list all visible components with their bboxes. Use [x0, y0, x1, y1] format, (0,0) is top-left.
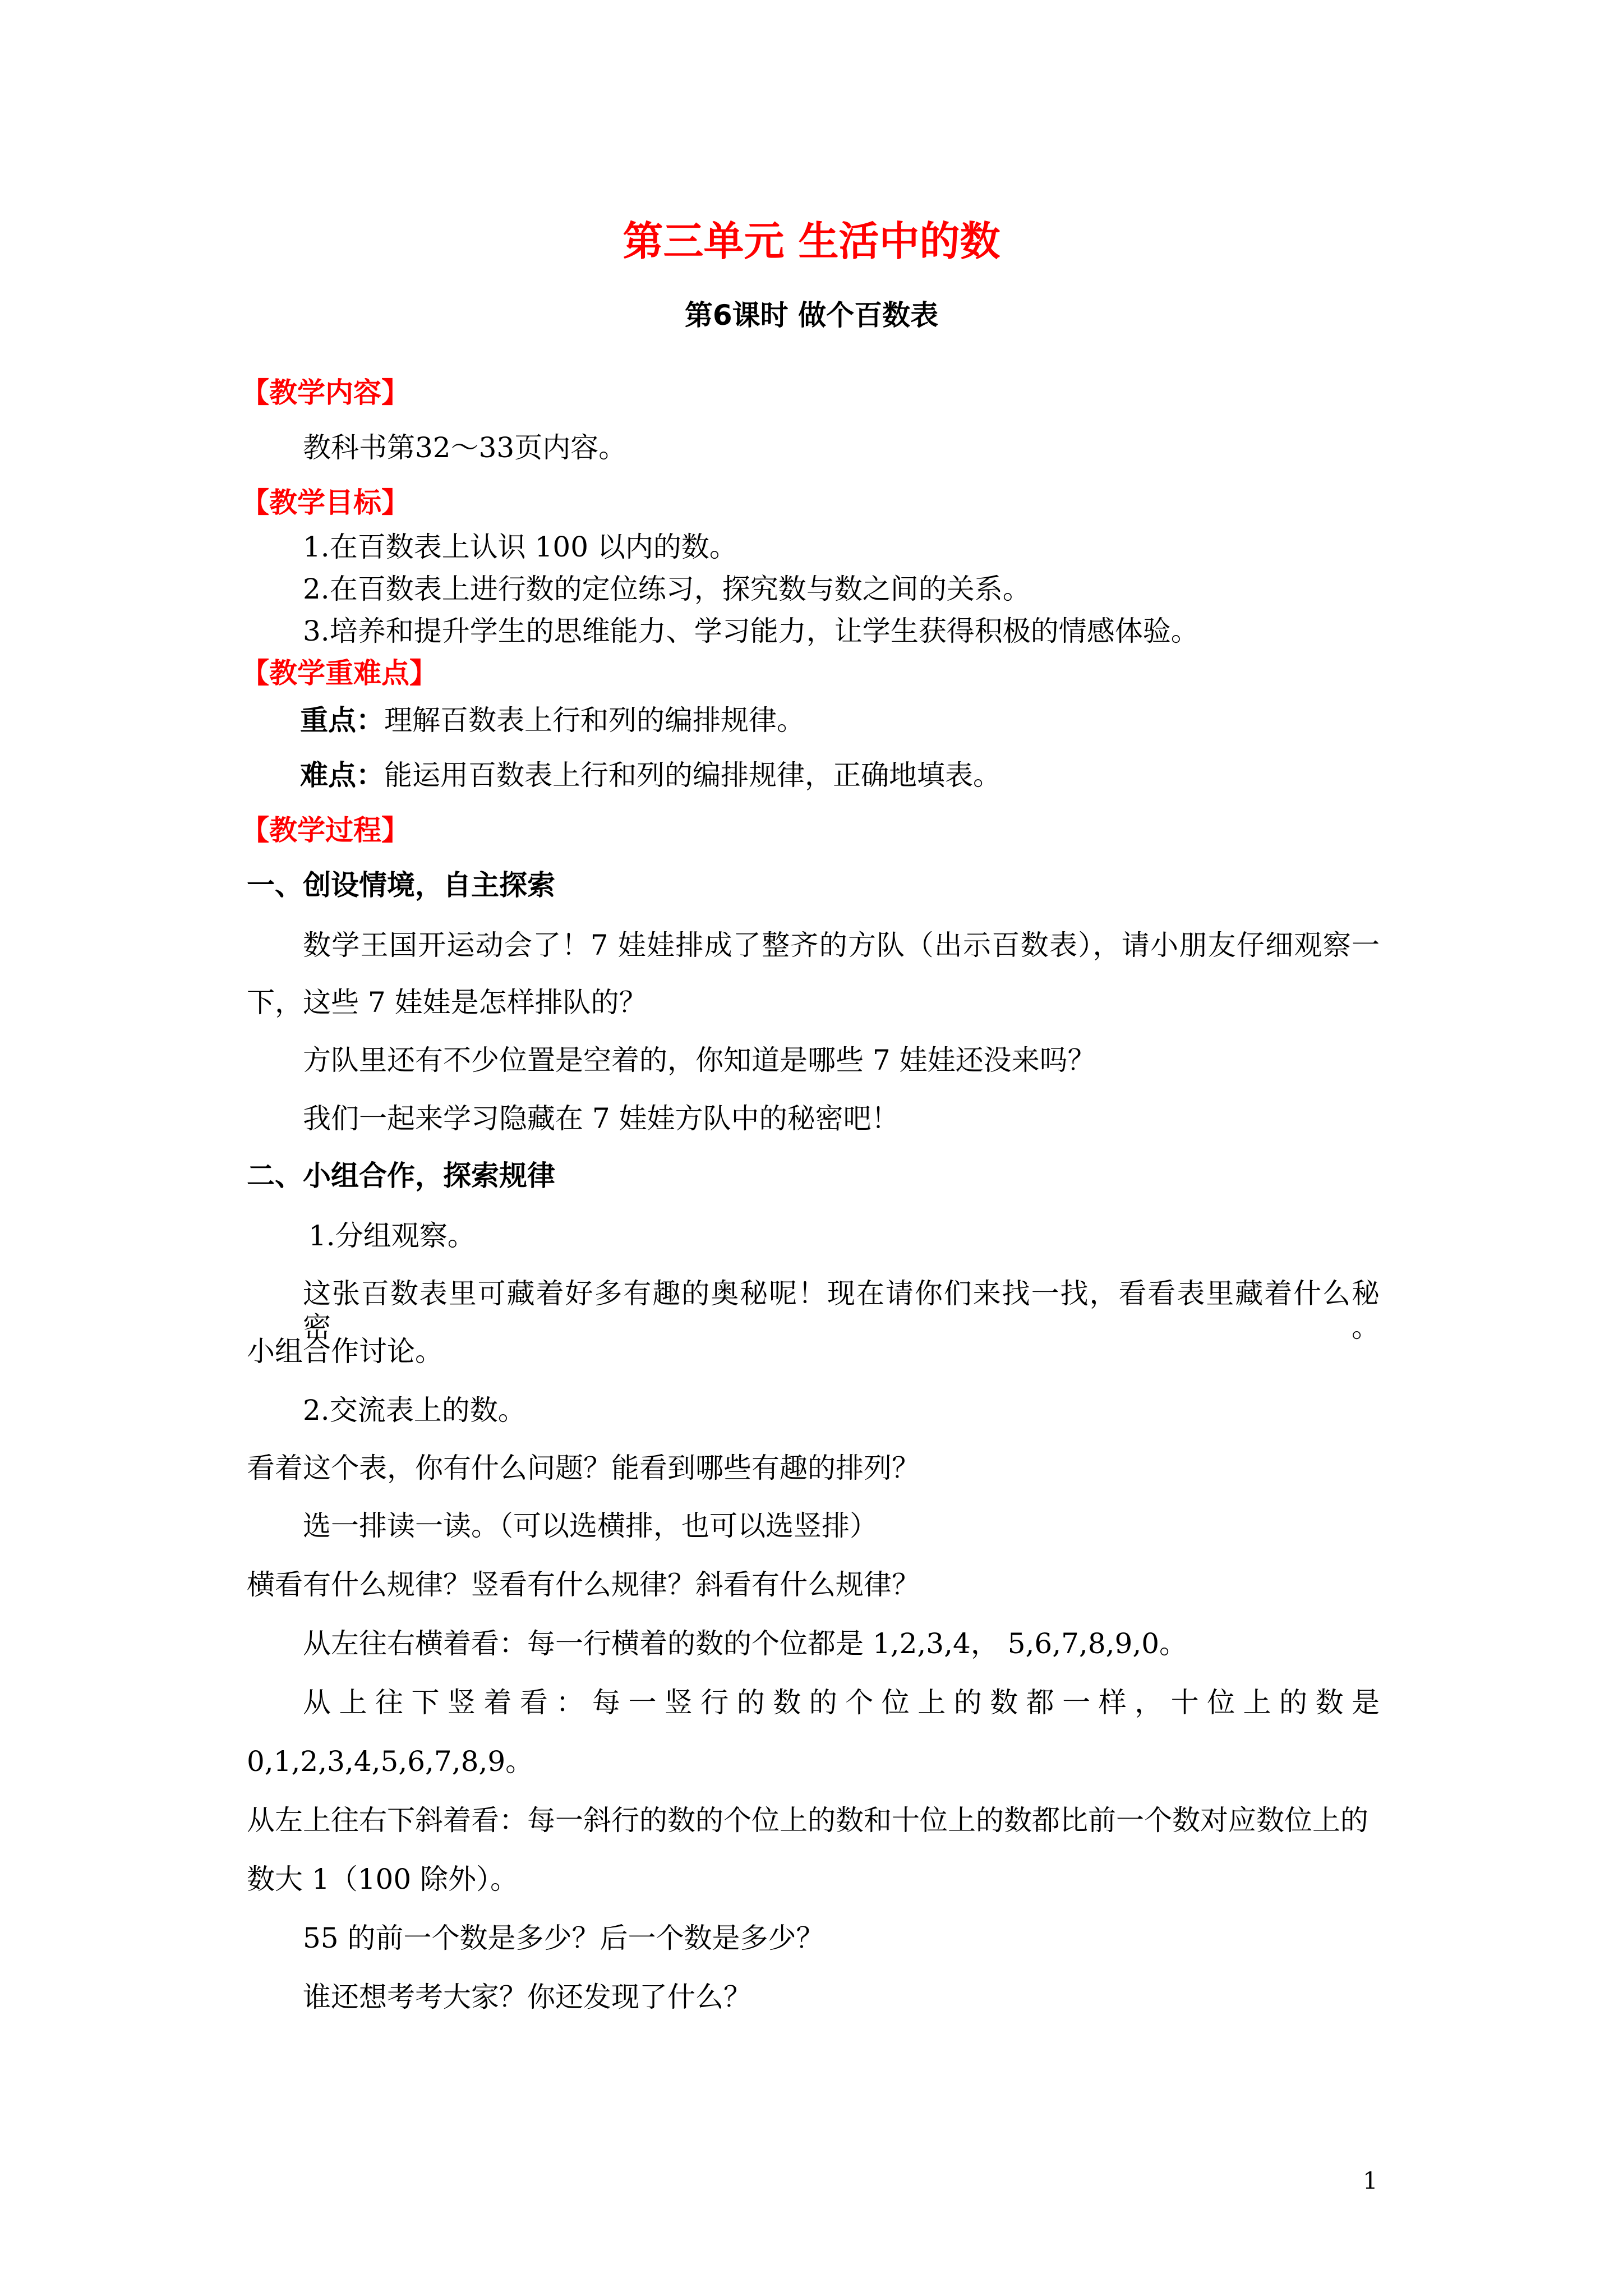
section-2-horizontal-rule: 从左往右横着看：每一行横着的数的个位都是 1,2,3,4， 5,6,7,8,9,0。: [303, 1627, 1188, 1660]
section-1-paragraph-2: 方队里还有不少位置是空着的，你知道是哪些 7 娃娃还没来吗？: [303, 1044, 1096, 1076]
section-1-paragraph-1-line-2: 下，这些 7 娃娃是怎样排队的？: [247, 986, 647, 1019]
page-number: 1: [1363, 2167, 1378, 2194]
section-2-diagonal-rule-line-1: 从左上往右下斜着看：每一斜行的数的个位上的数和十位上的数都比前一个数对应数位上的: [247, 1804, 1368, 1837]
lesson-subtitle: 第6课时 做个百数表: [684, 299, 939, 332]
goal-item-2: 2.在百数表上进行数的定位练习，探究数与数之间的关系。: [303, 573, 1031, 605]
section-2-question-4: 55 的前一个数是多少？后一个数是多少？: [303, 1922, 824, 1954]
difficult-point-label: 难点：: [300, 759, 384, 792]
section-2-question-1: 看着这个表，你有什么问题？能看到哪些有趣的排列？: [247, 1452, 920, 1484]
difficult-point-text: 能运用百数表上行和列的编排规律，正确地填表。: [384, 759, 1001, 792]
goal-item-3: 3.培养和提升学生的思维能力、学习能力，让学生获得积极的情感体验。: [303, 615, 1199, 647]
heading-key-difficult-points: 【教学重难点】: [241, 657, 437, 689]
section-2-step-2: 2.交流表上的数。: [303, 1394, 526, 1427]
key-point: [300, 703, 805, 737]
teaching-content-text: 教科书第32～33页内容。: [303, 431, 627, 464]
section-2-question-3: 横看有什么规律？竖看有什么规律？斜看有什么规律？: [247, 1568, 920, 1601]
section-2-diagonal-rule-line-2: 数大 1（100 除外）。: [247, 1863, 519, 1895]
heading-teaching-process: 【教学过程】: [241, 814, 409, 846]
difficult-point: [300, 758, 1001, 792]
section-1-paragraph-3: 我们一起来学习隐藏在 7 娃娃方队中的秘密吧！: [303, 1102, 900, 1135]
key-point-label: 重点：: [300, 704, 384, 737]
section-2-vertical-rule-line-2: 0,1,2,3,4,5,6,7,8,9。: [247, 1745, 534, 1778]
goal-item-1: 1.在百数表上认识 100 以内的数。: [303, 531, 737, 563]
unit-title: 第三单元 生活中的数: [623, 218, 1000, 265]
key-point-text: 理解百数表上行和列的编排规律。: [384, 704, 805, 737]
section-2-title: 二、小组合作，探索规律: [247, 1159, 555, 1192]
section-2-paragraph-1-line-2: 小组合作讨论。: [247, 1335, 443, 1368]
section-2-paragraph-1-line-1: 这张百数表里可藏着好多有趣的奥秘呢！现在请你们来找一找，看看表里藏着什么秘密。: [303, 1277, 1380, 1343]
section-2-question-2: 选一排读一读。（可以选横排，也可以选竖排）: [303, 1510, 878, 1542]
heading-teaching-goals: 【教学目标】: [241, 486, 409, 519]
section-1-paragraph-1-line-1: 数学王国开运动会了！7 娃娃排成了整齐的方队（出示百数表），请小朋友仔细观察一: [303, 929, 1380, 961]
section-2-question-5: 谁还想考考大家？你还发现了什么？: [303, 1981, 751, 2013]
heading-teaching-content: 【教学内容】: [241, 376, 409, 409]
section-2-step-1: 1.分组观察。: [308, 1220, 476, 1252]
section-1-title: 一、创设情境，自主探索: [247, 869, 555, 901]
section-2-vertical-rule-line-1: 从上往下竖着看：每一竖行的数的个位上的数都一样，十位上的数是: [303, 1686, 1380, 1719]
